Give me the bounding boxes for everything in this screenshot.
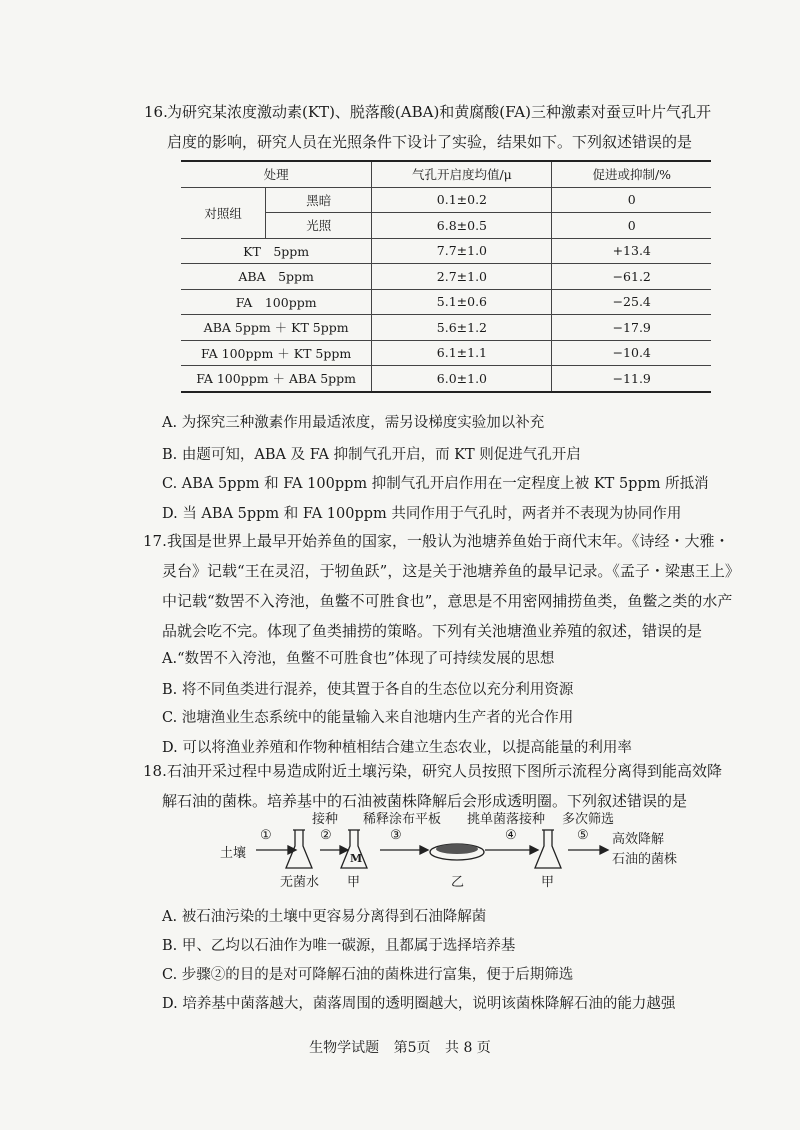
question-stem-line: 启度的影响，研究人员在光照条件下设计了实验，结果如下。下列叙述错误的是 [167,133,693,151]
effect-cell: −11.9 [552,366,711,392]
table-row [181,238,711,264]
footer-page-number: 第5页 [393,1040,431,1056]
question-18 [145,756,725,816]
table-row [181,264,711,290]
isolation-flow-diagram [220,808,700,890]
step-3: ③ [390,828,402,843]
table-header-cell: 促进或抑制/% [552,161,711,187]
flask-letter: M [350,852,363,865]
question-number: 17. [143,532,167,550]
action-pick-colony: 挑单菌落接种 [467,812,546,827]
sterile-water-label: 无菌水 [280,875,320,890]
colony-layer [436,844,478,854]
question-stem-line: 解石油的菌株。培养基中的石油被菌株降解后会形成透明圈。下列叙述错误的是 [162,792,688,810]
question-stem-line: 石油开采过程中易造成附近土壤污染，研究人员按照下图所示流程分离得到能高效降 [167,762,723,780]
table-header-row [181,161,711,187]
effect-cell: −61.2 [552,264,711,290]
table-row [181,340,711,366]
value-cell: 6.1±1.1 [372,340,552,366]
table-header-cell: 处理 [181,161,372,187]
effect-cell: −25.4 [552,289,711,315]
value-cell: 2.7±1.0 [372,264,552,290]
footer-subject: 生物学试题 [309,1040,380,1056]
option-d: D. 可以将渔业养殖和作物种植相结合建立生态农业，以提高能量的利用率 [162,740,632,756]
option-d: D. 当 ABA 5ppm 和 FA 100ppm 共同作用于气孔时，两者并不表现为协同作用 [162,506,682,522]
option-a: A. 被石油污染的土壤中更容易分离得到石油降解菌 [162,909,487,925]
arrow-head [420,846,428,854]
question-stem-line: 灵台》记载“王在灵沼，于牣鱼跃”，这是关于池塘养鱼的最早记录。《孟子・梁惠王上》 [162,562,740,580]
question-number: 18. [143,762,167,780]
option-d: D. 培养基中菌落越大，菌落周围的透明圈越大，说明该菌株降解石油的能力越强 [162,996,676,1012]
value-cell: 6.0±1.0 [372,366,552,392]
effect-cell: −10.4 [552,340,711,366]
treatment-cell: FA 100ppm [181,289,372,315]
treatment-cell: FA 100ppm ＋ KT 5ppm [181,340,372,366]
step-4: ④ [505,828,517,843]
question-stem-line: 中记载“数罟不入洿池，鱼鳖不可胜食也”，意思是不用密网捕捞鱼类，鱼鳖之类的水产 [162,592,733,610]
action-inoculate: 接种 [312,812,339,827]
effect-cell: −17.9 [552,315,711,341]
step-5: ⑤ [577,828,589,843]
action-dilution-plating: 稀释涂布平板 [363,812,442,827]
arrow-head [600,846,608,854]
treatment-cell: 光照 [266,213,372,239]
step-1: ① [260,828,272,843]
treatment-cell: FA 100ppm ＋ ABA 5ppm [181,366,372,392]
table-row [181,289,711,315]
value-cell: 7.7±1.0 [372,238,552,264]
question-stem-line: 品就会吃不完。体现了鱼类捕捞的策略。下列有关池塘渔业养殖的叙述，错误的是 [162,622,703,640]
medium-jia-label: 甲 [541,875,555,890]
medium-yi-label: 乙 [451,875,465,890]
step-2: ② [320,828,332,843]
page-footer [0,1037,800,1057]
value-cell: 5.6±1.2 [372,315,552,341]
table-header-cell: 气孔开启度均值/μ [372,161,552,187]
treatment-cell: 黑暗 [266,187,372,213]
question-16 [145,97,725,157]
treatment-cell: KT 5ppm [181,238,372,264]
table-row [181,315,711,341]
result-label: 石油的菌株 [612,852,678,867]
effect-cell: 0 [552,187,711,213]
question-stem-line: 为研究某浓度激动素(KT)、脱落酸(ABA)和黄腐酸(FA)三种激素对蚕豆叶片气孔开 [167,103,711,121]
action-repeated-screening: 多次筛选 [562,812,615,827]
stomata-data-table [181,160,711,393]
result-label: 高效降解 [612,832,665,847]
table-row [181,366,711,392]
table-row [181,187,711,213]
control-group-label: 对照组 [181,187,266,238]
option-b: B. 甲、乙均以石油作为唯一碳源，且都属于选择培养基 [162,938,516,954]
option-a: A. 为探究三种激素作用最适浓度，需另设梯度实验加以补充 [162,415,545,431]
flask-icon [535,830,561,868]
medium-jia-label: 甲 [347,875,361,890]
option-c: C. ABA 5ppm 和 FA 100ppm 抑制气孔开启作用在一定程度上被 KT 5ppm 所抵消 [162,476,709,492]
option-b: B. 将不同鱼类进行混养，使其置于各自的生态位以充分利用资源 [162,682,574,698]
option-a: A.“数罟不入洿池，鱼鳖不可胜食也”体现了可持续发展的思想 [162,651,555,667]
value-cell: 6.8±0.5 [372,213,552,239]
option-b: B. 由题可知，ABA 及 FA 抑制气孔开启，而 KT 则促进气孔开启 [162,447,581,463]
footer-total-pages: 共 8 页 [445,1040,491,1056]
arrow-head [530,846,538,854]
soil-label: 土壤 [220,846,247,861]
option-c: C. 池塘渔业生态系统中的能量输入来自池塘内生产者的光合作用 [162,710,574,726]
option-c: C. 步骤②的目的是对可降解石油的菌株进行富集，便于后期筛选 [162,967,574,983]
effect-cell: +13.4 [552,238,711,264]
question-stem-line: 我国是世界上最早开始养鱼的国家，一般认为池塘养鱼始于商代末年。《诗经・大雅・ [167,532,730,550]
value-cell: 5.1±0.6 [372,289,552,315]
value-cell: 0.1±0.2 [372,187,552,213]
question-number: 16. [144,103,168,121]
question-17 [143,526,740,646]
treatment-cell: ABA 5ppm [181,264,372,290]
effect-cell: 0 [552,213,711,239]
treatment-cell: ABA 5ppm ＋ KT 5ppm [181,315,372,341]
